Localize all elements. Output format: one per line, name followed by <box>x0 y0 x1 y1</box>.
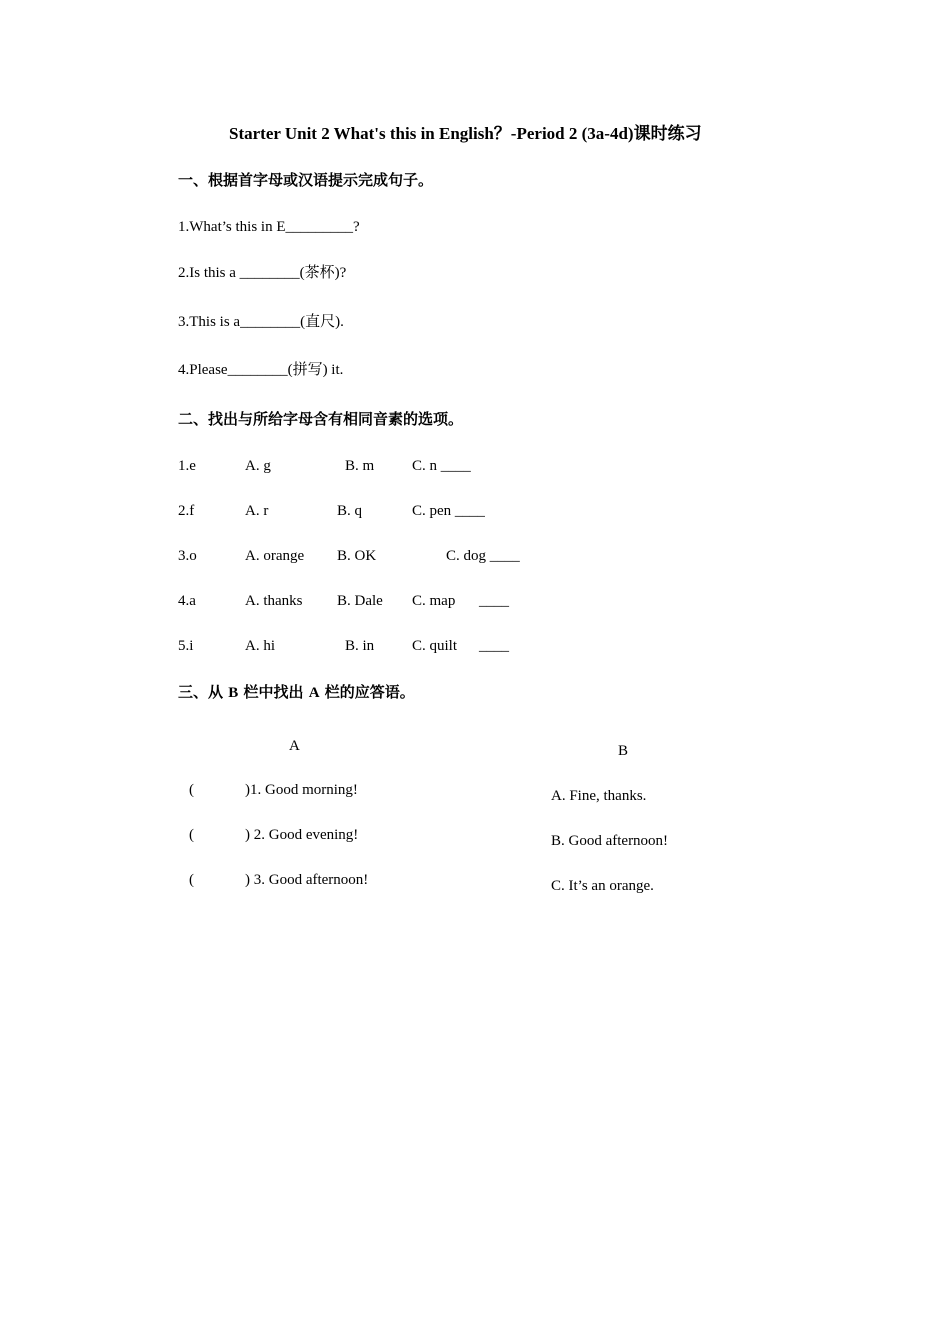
option-b: B. m <box>345 458 375 474</box>
option-a: A. hi <box>245 638 275 654</box>
response-option-b: B. Good afternoon! <box>551 833 669 849</box>
answer-blank: ____ <box>479 638 509 654</box>
option-a: A. orange <box>245 548 305 564</box>
option-c: C. quilt <box>412 638 458 654</box>
answer-paren: ( <box>189 872 194 888</box>
answer-paren: ( <box>189 782 194 798</box>
option-a: A. thanks <box>245 593 303 609</box>
option-b: B. in <box>345 638 375 654</box>
greeting-item-2: ) 2. Good evening! <box>245 827 359 843</box>
section-1-item-4: 4.Please________(拼写) it. <box>178 362 344 378</box>
section-1-item-2: 2.Is this a ________(茶杯)? <box>178 265 347 281</box>
answer-blank: ____ <box>479 593 509 609</box>
response-option-c: C. It’s an orange. <box>551 878 654 894</box>
section-3-heading-mid: 栏中找出 <box>238 683 309 701</box>
question-letter: 4.a <box>178 593 196 609</box>
section-1-heading: 一、根据首字母或汉语提示完成句子。 <box>178 171 434 189</box>
question-letter: 1.e <box>178 458 196 474</box>
option-a: A. g <box>245 458 271 474</box>
section-3-heading-col-b: B <box>228 685 239 701</box>
option-c: C. dog ____ <box>446 548 520 564</box>
section-3-heading-post: 栏的应答语。 <box>319 683 415 701</box>
section-1-item-1: 1.What’s this in E_________? <box>178 219 360 235</box>
question-letter: 3.o <box>178 548 197 564</box>
greeting-item-1: )1. Good morning! <box>245 782 358 798</box>
question-letter: 2.f <box>178 503 195 519</box>
section-3-heading <box>178 683 415 702</box>
page-title: Starter Unit 2 What's this in English？-Period 2 (3a-4d)课时练习 <box>229 124 702 143</box>
greeting-item-3: ) 3. Good afternoon! <box>245 872 369 888</box>
section-2-heading: 二、找出与所给字母含有相同音素的选项。 <box>178 410 464 428</box>
option-c: C. n ____ <box>412 458 471 474</box>
column-b-header: B <box>618 743 629 759</box>
option-c: C. pen ____ <box>412 503 485 519</box>
option-b: B. OK <box>337 548 377 564</box>
response-option-a: A. Fine, thanks. <box>551 788 647 804</box>
question-letter: 5.i <box>178 638 194 654</box>
section-3-heading-pre: 三、从 <box>178 683 229 701</box>
section-1-item-3: 3.This is a________(直尺). <box>178 314 344 330</box>
option-b: B. q <box>337 503 363 519</box>
answer-paren: ( <box>189 827 194 843</box>
section-3-heading-col-a: A <box>308 685 320 701</box>
option-a: A. r <box>245 503 269 519</box>
option-b: B. Dale <box>337 593 383 609</box>
option-c: C. map <box>412 593 456 609</box>
column-a-header: A <box>289 738 300 754</box>
